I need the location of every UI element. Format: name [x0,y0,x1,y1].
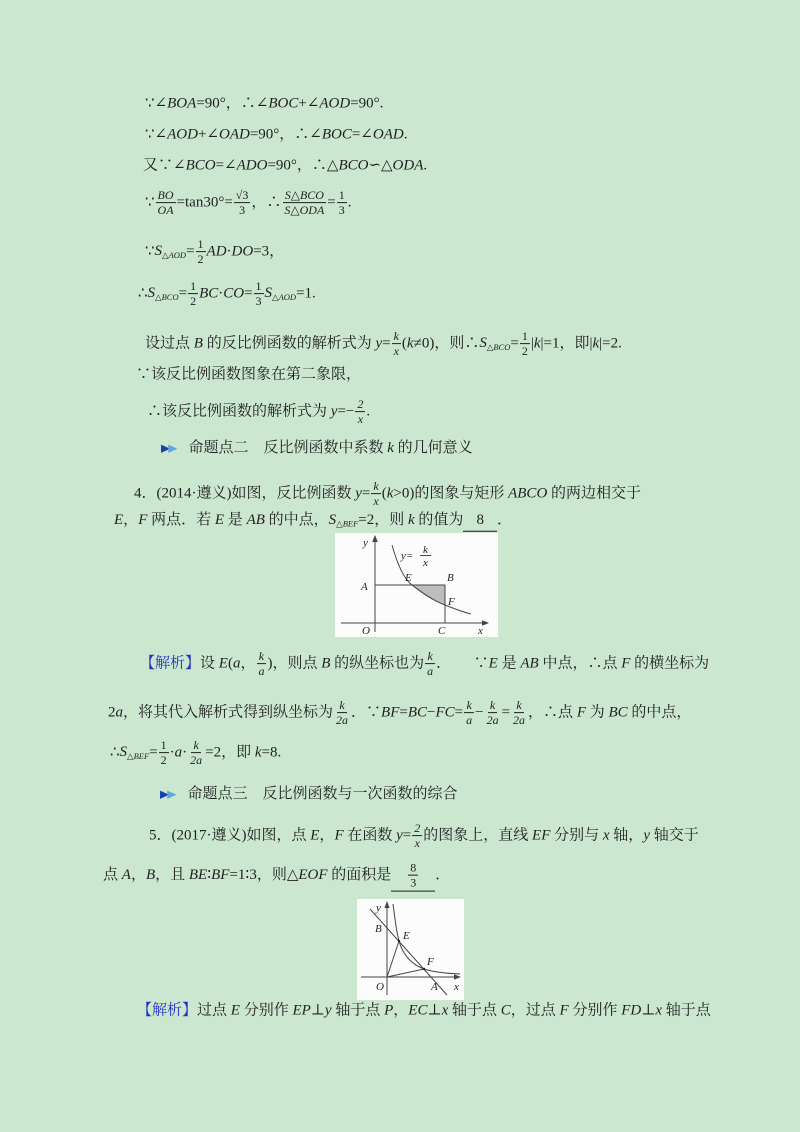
label-x-axis: x [478,625,483,637]
derivation-line-5: $\because S_{\triangle AOD}=$ $\frac{1}{2}$ AD·DO=3， [145,237,285,267]
section-header-2-text: 命题点二 反比例函数中系数 k 的几何意义 [188,439,473,456]
label-point-F: F [448,596,455,608]
label-y-axis: y [363,537,368,549]
problem4-solution-line-1: 【解析】设 E(a， $\frac{k}{a}$ )，则点 B 的纵坐标也为 $\frac{k}{a}$ ． ∵E 是 AB 中点，∴点 F 的横坐标为 [140,649,710,679]
label-point-B: B [375,923,382,935]
label-x-axis: x [454,981,459,993]
section-arrow-icon: ▶ [168,441,178,454]
problem5-stem-line-2: 点 A，B，且 BE∶BF=1∶3，则△EOF 的面积是 $\frac{8}{3}$ ． [103,860,451,890]
label-point-F: F [427,956,434,968]
problem5-solution-line-1: 【解析】过点 E 分别作 EP⊥y 轴于点 P，EC⊥x 轴于点 C，过点 F 分别作 FD⊥x 轴于点 [137,1002,711,1019]
problem4-stem-line-2: E，F 两点．若 E 是 AB 的中点，$S_{\triangle BEF}=2$，则 k 的值为 8 ． [114,511,512,532]
problem4-stem-line-1: 4．(2014·遵义)如图，反比例函数 y= $\frac{k}{x}$ (k>0)的图象与矩形 ABCO 的两边相交于 [134,479,642,509]
section-arrow-icon: ▶ [160,787,170,800]
derivation-line-2: ∵∠AOD+∠OAD=90°，∴∠BOC=∠OAD. [145,126,408,143]
label-point-A: A [361,581,368,593]
curve-equation-denominator: x [423,557,428,569]
label-origin: O [362,625,370,637]
problem5-stem-line-1: 5．(2017·遵义)如图，点 E，F 在函数 y= $\frac{2}{x}$ 的图象上，直线 EF 分别与 x 轴，y 轴交于 [149,821,699,851]
label-point-E: E [403,930,410,942]
label-point-A: A [431,981,438,993]
derivation-line-7: 设过点 B 的反比例函数的解析式为 y= $\frac{k}{x}$ (k≠0)，则$\therefore S_{\triangle BCO}=$ $\frac{1}{2}$ |k|=1，即|k|=2. [145,329,622,359]
label-point-B: B [447,572,454,584]
problem4-solution-line-2: 2a，将其代入解析式得到纵坐标为 $\frac{k}{2a}$ ．∵BF=BC−FC= $\frac{k}{a}$ − $\frac{k}{2a}$ = $\frac{k}{2a}$ ，∴点 F 为 BC 的中点， [108,698,692,728]
label-point-E: E [405,572,412,584]
derivation-line-4: ∵ $\frac{BO}{OA}$ =tan30°= $\frac{√3}{3}$ ，∴ $\frac{\text{S△BCO}}{\text{S△ODA}}$ = $\frac{1}{3}$ . [145,188,352,218]
derivation-line-3: 又∵∠BCO=∠ADO=90°，∴△BCO∽△ODA. [143,157,428,174]
curve-equation-prefix: y= [401,550,414,562]
x-axis-arrow [482,620,489,626]
section-header-3 [145,765,457,824]
section-arrow-icon: ▶ [161,441,171,454]
section-header-3-text: 命题点三 反比例函数与一次函数的综合 [187,785,458,802]
section-arrow-icon: ▶ [167,787,177,800]
label-y-axis: y [376,902,381,914]
problem4-solution-line-3: $\therefore S_{\triangle BEF}=$ $\frac{1}{2}$ ·a· $\frac{k}{2a}$ =2，即 k=8. [110,738,282,768]
derivation-line-6: $\therefore S_{\triangle BCO}=$ $\frac{1}{2}$ BC·CO= $\frac{1}{3}$ $S_{\triangle AOD}=1$. [138,279,316,309]
point-E [398,940,400,942]
segment-OE [387,941,399,977]
y-axis-arrow [384,901,389,908]
section-header-2 [146,419,473,478]
derivation-line-9: ∴该反比例函数的解析式为 y=− $\frac{2}{x}$ . [147,397,371,427]
shaded-triangle-BEF [412,585,445,605]
figure-problem5-hyperbola-line [357,899,464,1000]
point-F [423,968,425,970]
curve-equation-numerator: k [423,544,428,556]
segment-OF [387,969,424,977]
x-axis-arrow [454,974,461,979]
derivation-line-1: ∵∠BOA=90°，∴∠BOC+∠AOD=90°. [145,95,384,112]
label-point-C: C [438,625,446,637]
y-axis-arrow [372,535,378,542]
label-origin: O [376,981,384,993]
derivation-line-8: ∵该反比例函数图象在第二象限， [136,366,362,383]
figure-problem4-hyperbola-rectangle [335,533,498,637]
